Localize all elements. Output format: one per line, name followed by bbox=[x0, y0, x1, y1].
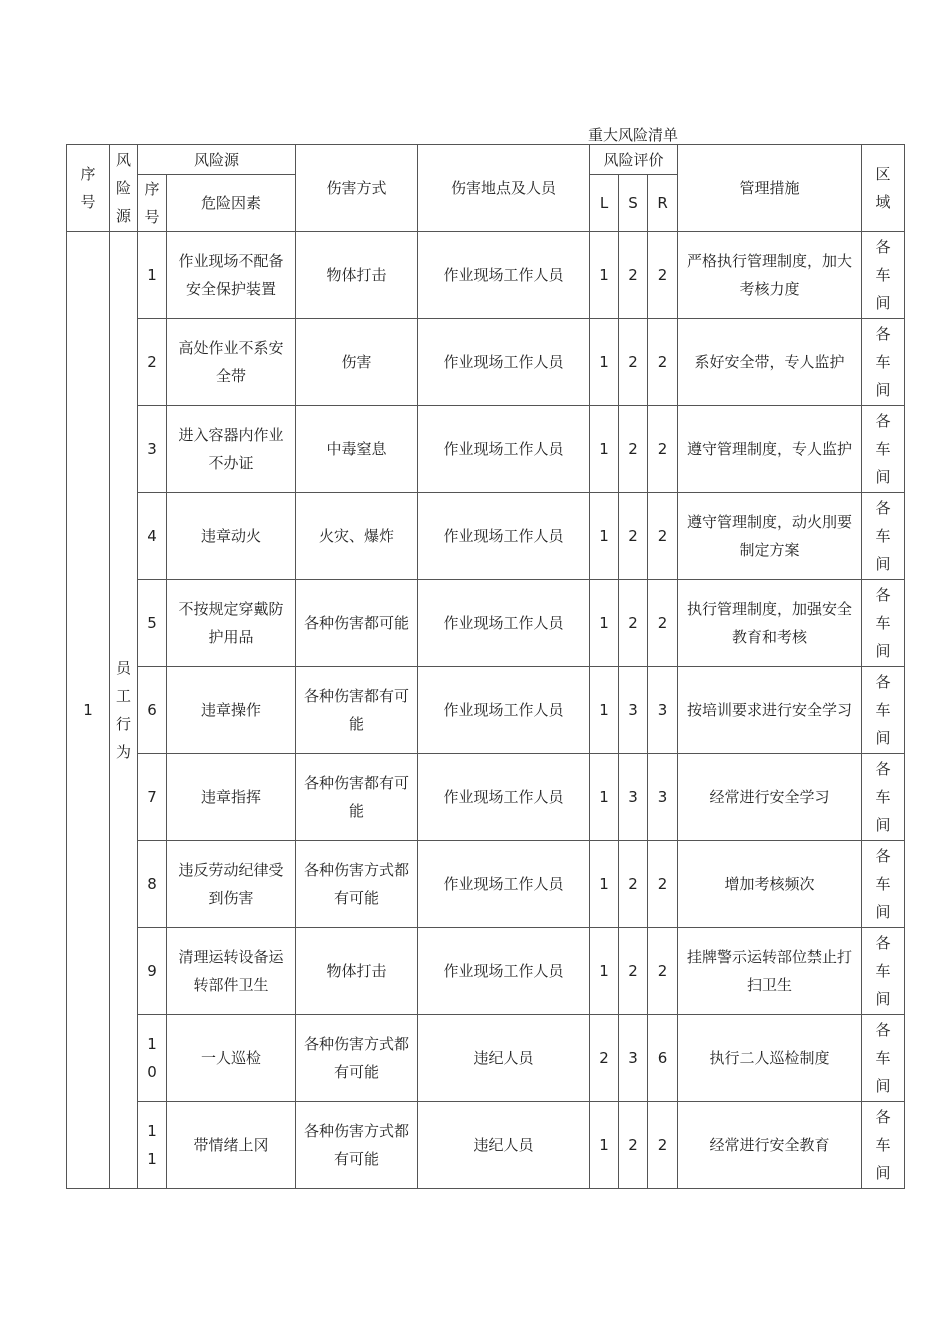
row-hazard: 清理运转设备运转部件卫生 bbox=[167, 928, 296, 1015]
row-area: 各车间 bbox=[862, 841, 905, 928]
row-hazard: 带情绪上冈 bbox=[167, 1102, 296, 1189]
row-no: 8 bbox=[138, 841, 167, 928]
table-row bbox=[67, 1015, 905, 1102]
row-place: 作业现场工作人员 bbox=[418, 754, 590, 841]
header-hazard-factor: 危险因素 bbox=[167, 175, 296, 232]
header-harm-place: 伤害地点及人员 bbox=[418, 145, 590, 232]
row-l: 1 bbox=[590, 406, 619, 493]
row-s: 3 bbox=[619, 754, 648, 841]
table-row bbox=[67, 841, 905, 928]
row-area: 各车间 bbox=[862, 754, 905, 841]
group-risk-source: 员工行为 bbox=[110, 232, 138, 1189]
row-l: 1 bbox=[590, 928, 619, 1015]
header-measures: 管理措施 bbox=[678, 145, 862, 232]
row-r: 3 bbox=[648, 754, 678, 841]
row-no: 7 bbox=[138, 754, 167, 841]
row-mode: 伤害 bbox=[296, 319, 418, 406]
row-s: 3 bbox=[619, 1015, 648, 1102]
row-l: 1 bbox=[590, 1102, 619, 1189]
row-r: 2 bbox=[648, 493, 678, 580]
group-seq: 1 bbox=[67, 232, 110, 1189]
row-l: 1 bbox=[590, 232, 619, 319]
row-mode: 各种伤害方式都有可能 bbox=[296, 1102, 418, 1189]
row-l: 2 bbox=[590, 1015, 619, 1102]
row-s: 2 bbox=[619, 232, 648, 319]
header-harm-mode: 伤害方式 bbox=[296, 145, 418, 232]
row-no: 11 bbox=[138, 1102, 167, 1189]
row-no: 5 bbox=[138, 580, 167, 667]
table-row bbox=[67, 667, 905, 754]
row-l: 1 bbox=[590, 319, 619, 406]
row-area: 各车间 bbox=[862, 667, 905, 754]
row-s: 2 bbox=[619, 841, 648, 928]
row-r: 2 bbox=[648, 1102, 678, 1189]
row-measure: 系好安全带，专人监护 bbox=[678, 319, 862, 406]
row-measure: 执行管理制度，加强安全教育和考核 bbox=[678, 580, 862, 667]
row-r: 2 bbox=[648, 232, 678, 319]
row-measure: 遵守管理制度，专人监护 bbox=[678, 406, 862, 493]
row-l: 1 bbox=[590, 754, 619, 841]
row-area: 各车间 bbox=[862, 406, 905, 493]
row-measure: 增加考核频次 bbox=[678, 841, 862, 928]
row-r: 2 bbox=[648, 841, 678, 928]
row-s: 2 bbox=[619, 319, 648, 406]
document-title: 重大风险清单 bbox=[588, 126, 679, 144]
row-mode: 各种伤害方式都有可能 bbox=[296, 1015, 418, 1102]
row-place: 作业现场工作人员 bbox=[418, 232, 590, 319]
row-s: 2 bbox=[619, 493, 648, 580]
row-area: 各车间 bbox=[862, 580, 905, 667]
row-place: 作业现场工作人员 bbox=[418, 928, 590, 1015]
row-measure: 挂牌警示运转部位禁止打扫卫生 bbox=[678, 928, 862, 1015]
row-r: 2 bbox=[648, 406, 678, 493]
header-l: L bbox=[590, 175, 619, 232]
row-l: 1 bbox=[590, 667, 619, 754]
row-area: 各车间 bbox=[862, 1102, 905, 1189]
row-s: 2 bbox=[619, 928, 648, 1015]
row-mode: 各种伤害都有可能 bbox=[296, 754, 418, 841]
row-place: 作业现场工作人员 bbox=[418, 406, 590, 493]
row-r: 3 bbox=[648, 667, 678, 754]
row-area: 各车间 bbox=[862, 928, 905, 1015]
row-hazard: 作业现场不配备安全保护装置 bbox=[167, 232, 296, 319]
row-l: 1 bbox=[590, 841, 619, 928]
row-place: 违纪人员 bbox=[418, 1102, 590, 1189]
row-no: 10 bbox=[138, 1015, 167, 1102]
row-measure: 遵守管理制度，动火刖要制定方案 bbox=[678, 493, 862, 580]
row-measure: 执行二人巡检制度 bbox=[678, 1015, 862, 1102]
row-mode: 中毒窒息 bbox=[296, 406, 418, 493]
row-no: 1 bbox=[138, 232, 167, 319]
row-s: 3 bbox=[619, 667, 648, 754]
row-area: 各车间 bbox=[862, 493, 905, 580]
row-area: 各车间 bbox=[862, 232, 905, 319]
table-row bbox=[67, 928, 905, 1015]
header-area: 区域 bbox=[862, 145, 905, 232]
row-measure: 经常进行安全学习 bbox=[678, 754, 862, 841]
header-seq: 序号 bbox=[67, 145, 110, 232]
row-mode: 火灾、爆炸 bbox=[296, 493, 418, 580]
row-s: 2 bbox=[619, 1102, 648, 1189]
row-no: 3 bbox=[138, 406, 167, 493]
row-place: 作业现场工作人员 bbox=[418, 493, 590, 580]
row-measure: 经常进行安全教育 bbox=[678, 1102, 862, 1189]
row-no: 2 bbox=[138, 319, 167, 406]
row-place: 作业现场工作人员 bbox=[418, 319, 590, 406]
row-place: 作业现场工作人员 bbox=[418, 841, 590, 928]
row-hazard: 一人巡检 bbox=[167, 1015, 296, 1102]
row-mode: 物体打击 bbox=[296, 232, 418, 319]
row-no: 6 bbox=[138, 667, 167, 754]
header-risk-source-group: 风险源 bbox=[138, 145, 296, 175]
row-r: 2 bbox=[648, 319, 678, 406]
row-r: 6 bbox=[648, 1015, 678, 1102]
row-hazard: 违章操作 bbox=[167, 667, 296, 754]
row-place: 作业现场工作人员 bbox=[418, 667, 590, 754]
header-risk-source: 风险源 bbox=[110, 145, 138, 232]
row-measure: 严格执行管理制度，加大考核力度 bbox=[678, 232, 862, 319]
row-no: 9 bbox=[138, 928, 167, 1015]
table-row bbox=[67, 232, 905, 319]
row-r: 2 bbox=[648, 928, 678, 1015]
row-place: 作业现场工作人员 bbox=[418, 580, 590, 667]
row-hazard: 进入容器内作业不办证 bbox=[167, 406, 296, 493]
row-l: 1 bbox=[590, 493, 619, 580]
row-measure: 按培训要求进行安全学习 bbox=[678, 667, 862, 754]
table-row bbox=[67, 406, 905, 493]
header-sub-seq: 序号 bbox=[138, 175, 167, 232]
row-no: 4 bbox=[138, 493, 167, 580]
row-hazard: 违反劳动纪律受到伤害 bbox=[167, 841, 296, 928]
row-place: 违纪人员 bbox=[418, 1015, 590, 1102]
table-row bbox=[67, 319, 905, 406]
row-hazard: 不按规定穿戴防护用品 bbox=[167, 580, 296, 667]
risk-table bbox=[66, 144, 905, 1189]
row-r: 2 bbox=[648, 580, 678, 667]
table-row bbox=[67, 1102, 905, 1189]
header-risk-eval: 风险评价 bbox=[590, 145, 678, 175]
table-row bbox=[67, 580, 905, 667]
row-hazard: 违章指挥 bbox=[167, 754, 296, 841]
header-r: R bbox=[648, 175, 678, 232]
table-row bbox=[67, 754, 905, 841]
row-s: 2 bbox=[619, 580, 648, 667]
row-mode: 各种伤害方式都有可能 bbox=[296, 841, 418, 928]
row-l: 1 bbox=[590, 580, 619, 667]
row-s: 2 bbox=[619, 406, 648, 493]
row-area: 各车间 bbox=[862, 1015, 905, 1102]
row-area: 各车间 bbox=[862, 319, 905, 406]
table-row bbox=[67, 493, 905, 580]
row-mode: 各种伤害都有可能 bbox=[296, 667, 418, 754]
row-hazard: 高处作业不系安全带 bbox=[167, 319, 296, 406]
row-hazard: 违章动火 bbox=[167, 493, 296, 580]
header-s: S bbox=[619, 175, 648, 232]
row-mode: 物体打击 bbox=[296, 928, 418, 1015]
row-mode: 各种伤害都可能 bbox=[296, 580, 418, 667]
